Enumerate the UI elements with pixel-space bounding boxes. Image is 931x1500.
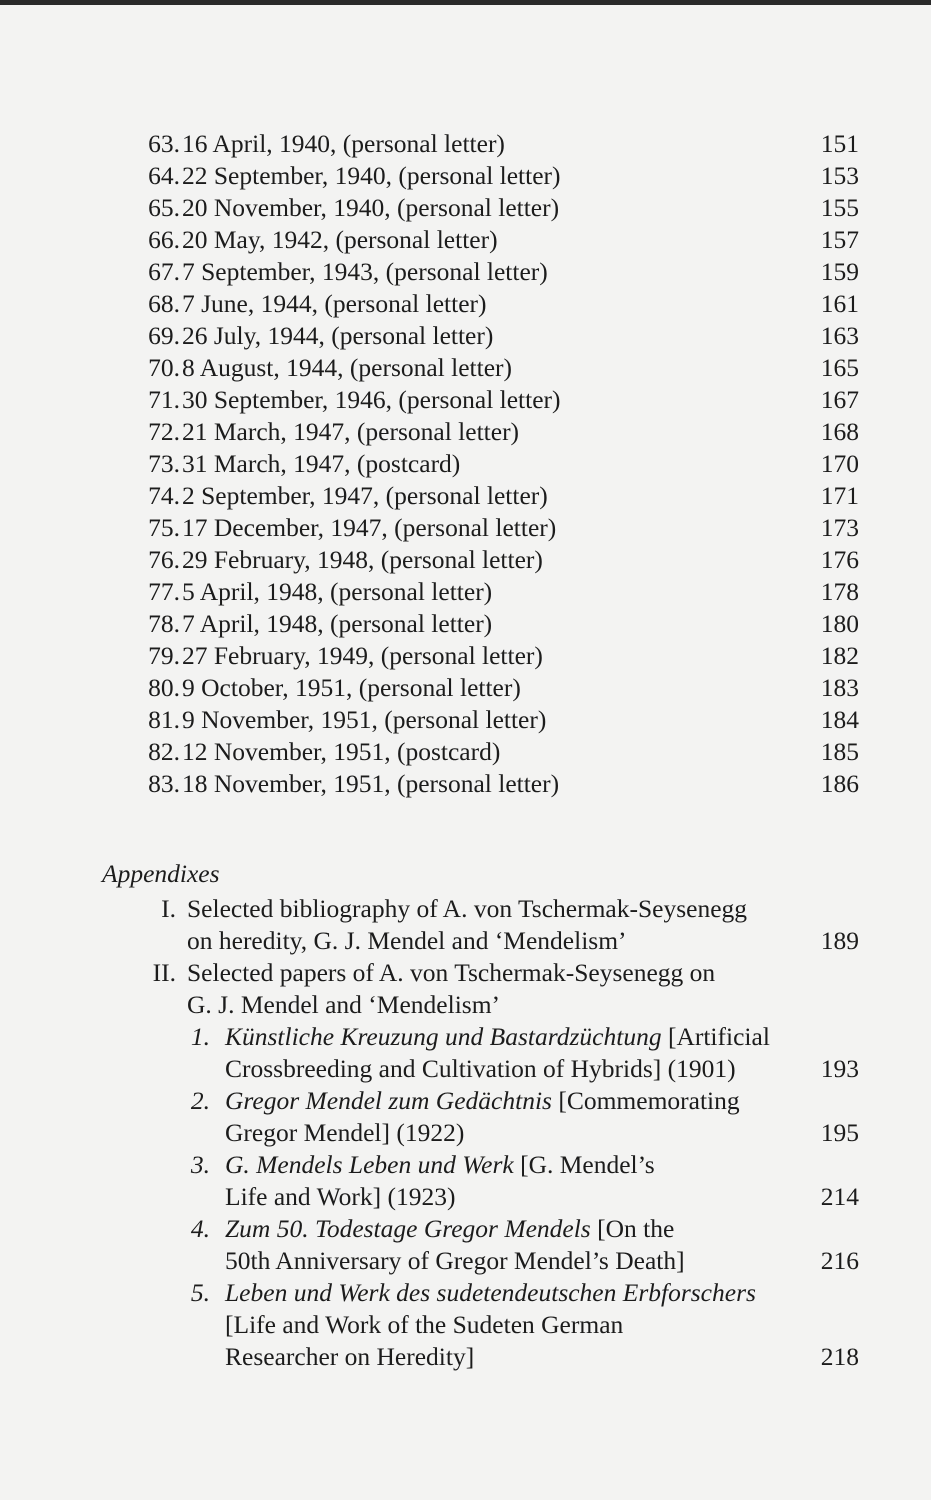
entry-page: 216 <box>820 1246 859 1275</box>
entry-number: 71. <box>148 385 180 414</box>
entry-page: 189 <box>820 926 859 955</box>
entry-number: 75. <box>148 513 180 542</box>
list-item <box>0 224 931 256</box>
entry-page: 180 <box>820 609 859 638</box>
paper-3-line-2 <box>0 1181 931 1213</box>
entry-title: 29 February, 1948, (personal letter) <box>182 545 543 574</box>
paper-translation-cont: Gregor Mendel] (1922) <box>225 1118 465 1147</box>
entry-title: 20 May, 1942, (personal letter) <box>182 225 498 254</box>
entry-title: 30 September, 1946, (personal letter) <box>182 385 561 414</box>
entry-title: 8 August, 1944, (personal letter) <box>182 353 513 382</box>
entry-page: 163 <box>820 321 859 350</box>
entry-page: 155 <box>820 193 859 222</box>
entry-number: 78. <box>148 609 180 638</box>
entry-page: 157 <box>820 225 859 254</box>
entry-title: 5 April, 1948, (personal letter) <box>182 577 493 606</box>
list-item <box>0 416 931 448</box>
entry-number: 81. <box>148 705 180 734</box>
entry-number: 65. <box>148 193 180 222</box>
entry-title: 20 November, 1940, (personal letter) <box>182 193 560 222</box>
entry-page: 165 <box>820 353 859 382</box>
entry-number: 67. <box>148 257 180 286</box>
appendix-title: Selected papers of A. von Tschermak-Seysenegg on <box>187 958 716 987</box>
list-item <box>0 448 931 480</box>
paper-4-line-1 <box>0 1213 931 1245</box>
paper-number: 5. <box>190 1278 210 1307</box>
appendix-i-line-1 <box>0 893 931 925</box>
list-item <box>0 640 931 672</box>
entry-number: 80. <box>148 673 180 702</box>
list-item <box>0 384 931 416</box>
entry-page: 218 <box>820 1342 859 1371</box>
list-item <box>0 480 931 512</box>
list-item <box>0 608 931 640</box>
paper-1-line-1 <box>0 1021 931 1053</box>
paper-4-line-2 <box>0 1245 931 1277</box>
paper-5-line-2 <box>0 1309 931 1341</box>
entry-page: 176 <box>820 545 859 574</box>
list-item <box>0 672 931 704</box>
entry-page: 159 <box>820 257 859 286</box>
paper-2-line-2 <box>0 1117 931 1149</box>
entry-page: 173 <box>820 513 859 542</box>
paper-translation-cont: Crossbreeding and Cultivation of Hybrids] (1901) <box>225 1054 736 1083</box>
list-item <box>0 544 931 576</box>
paper-translation-cont: [Life and Work of the Sudeten German <box>225 1310 624 1339</box>
paper-number: 1. <box>190 1022 210 1051</box>
appendix-title: Selected bibliography of A. von Tschermak-Seysenegg <box>187 894 748 923</box>
paper-translation-cont: 50th Anniversary of Gregor Mendel’s Death] <box>225 1246 685 1275</box>
entry-page: 171 <box>820 481 859 510</box>
paper-title: Künstliche Kreuzung und Bastardzüchtung <box>225 1022 662 1051</box>
appendixes-heading-line <box>0 858 931 890</box>
appendixes-heading: Appendixes <box>102 859 220 888</box>
entry-title: 12 November, 1951, (postcard) <box>182 737 501 766</box>
list-item <box>0 288 931 320</box>
appendix-numeral: II. <box>152 958 176 987</box>
entry-number: 82. <box>148 737 180 766</box>
paper-title: Leben und Werk des sudetendeutschen Erbforschers <box>225 1278 756 1307</box>
paper-translation: [Commemorating <box>551 1086 740 1115</box>
entry-page: 170 <box>820 449 859 478</box>
entry-title: 9 October, 1951, (personal letter) <box>182 673 521 702</box>
paper-title: Zum 50. Todestage Gregor Mendels <box>225 1214 591 1243</box>
entry-number: 79. <box>148 641 180 670</box>
paper-5-line-3 <box>0 1341 931 1373</box>
entry-title: 9 November, 1951, (personal letter) <box>182 705 547 734</box>
entry-title: 18 November, 1951, (personal letter) <box>182 769 560 798</box>
entry-page: 178 <box>820 577 859 606</box>
entry-page: 185 <box>820 737 859 766</box>
paper-1-line-2 <box>0 1053 931 1085</box>
paper-3-line-1 <box>0 1149 931 1181</box>
entry-number: 83. <box>148 769 180 798</box>
appendix-title-cont: on heredity, G. J. Mendel and ‘Mendelism’ <box>187 926 627 955</box>
entry-page: 184 <box>820 705 859 734</box>
entry-title: 26 July, 1944, (personal letter) <box>182 321 494 350</box>
appendix-ii-line-1 <box>0 957 931 989</box>
entry-number: 68. <box>148 289 180 318</box>
entry-title: 22 September, 1940, (personal letter) <box>182 161 561 190</box>
list-item <box>0 768 931 800</box>
appendix-ii-line-2 <box>0 989 931 1021</box>
entry-page: 183 <box>820 673 859 702</box>
paper-translation: [Artificial <box>661 1022 770 1051</box>
entry-number: 76. <box>148 545 180 574</box>
entry-title: 17 December, 1947, (personal letter) <box>182 513 557 542</box>
list-item <box>0 256 931 288</box>
entry-page: 153 <box>820 161 859 190</box>
entry-title: 16 April, 1940, (personal letter) <box>182 129 505 158</box>
entry-page: 151 <box>820 129 859 158</box>
paper-title: G. Mendels Leben und Werk <box>225 1150 514 1179</box>
entry-title: 31 March, 1947, (postcard) <box>182 449 461 478</box>
entry-page: 167 <box>820 385 859 414</box>
entry-page: 161 <box>820 289 859 318</box>
entry-title: 21 March, 1947, (personal letter) <box>182 417 520 446</box>
entry-number: 69. <box>148 321 180 350</box>
entry-page: 195 <box>820 1118 859 1147</box>
entry-title: 27 February, 1949, (personal letter) <box>182 641 543 670</box>
list-item <box>0 352 931 384</box>
paper-title: Gregor Mendel zum Gedächtnis <box>225 1086 552 1115</box>
entry-title: 2 September, 1947, (personal letter) <box>182 481 548 510</box>
list-item <box>0 320 931 352</box>
list-item <box>0 576 931 608</box>
entry-number: 66. <box>148 225 180 254</box>
paper-5-line-1 <box>0 1277 931 1309</box>
entry-number: 77. <box>148 577 180 606</box>
entry-number: 73. <box>148 449 180 478</box>
entry-number: 64. <box>148 161 180 190</box>
list-item <box>0 736 931 768</box>
paper-translation: [G. Mendel’s <box>513 1150 655 1179</box>
entry-number: 72. <box>148 417 180 446</box>
entry-number: 74. <box>148 481 180 510</box>
appendix-title-cont: G. J. Mendel and ‘Mendelism’ <box>187 990 501 1019</box>
paper-translation-cont: Life and Work] (1923) <box>225 1182 456 1211</box>
list-item <box>0 192 931 224</box>
entry-page: 193 <box>820 1054 859 1083</box>
paper-translation-cont: Researcher on Heredity] <box>225 1342 475 1371</box>
entry-title: 7 April, 1948, (personal letter) <box>182 609 493 638</box>
paper-number: 2. <box>190 1086 210 1115</box>
paper-number: 3. <box>190 1150 210 1179</box>
paper-number: 4. <box>190 1214 210 1243</box>
entry-number: 70. <box>148 353 180 382</box>
entry-title: 7 September, 1943, (personal letter) <box>182 257 548 286</box>
paper-translation: [On the <box>590 1214 675 1243</box>
entry-page: 168 <box>820 417 859 446</box>
paper-2-line-1 <box>0 1085 931 1117</box>
entry-page: 186 <box>820 769 859 798</box>
list-item <box>0 704 931 736</box>
entry-page: 182 <box>820 641 859 670</box>
list-item <box>0 512 931 544</box>
appendix-i-line-2 <box>0 925 931 957</box>
entry-page: 214 <box>820 1182 859 1211</box>
list-item <box>0 160 931 192</box>
list-item <box>0 128 931 160</box>
entry-title: 7 June, 1944, (personal letter) <box>182 289 487 318</box>
appendix-numeral: I. <box>161 894 176 923</box>
entry-number: 63. <box>148 129 180 158</box>
